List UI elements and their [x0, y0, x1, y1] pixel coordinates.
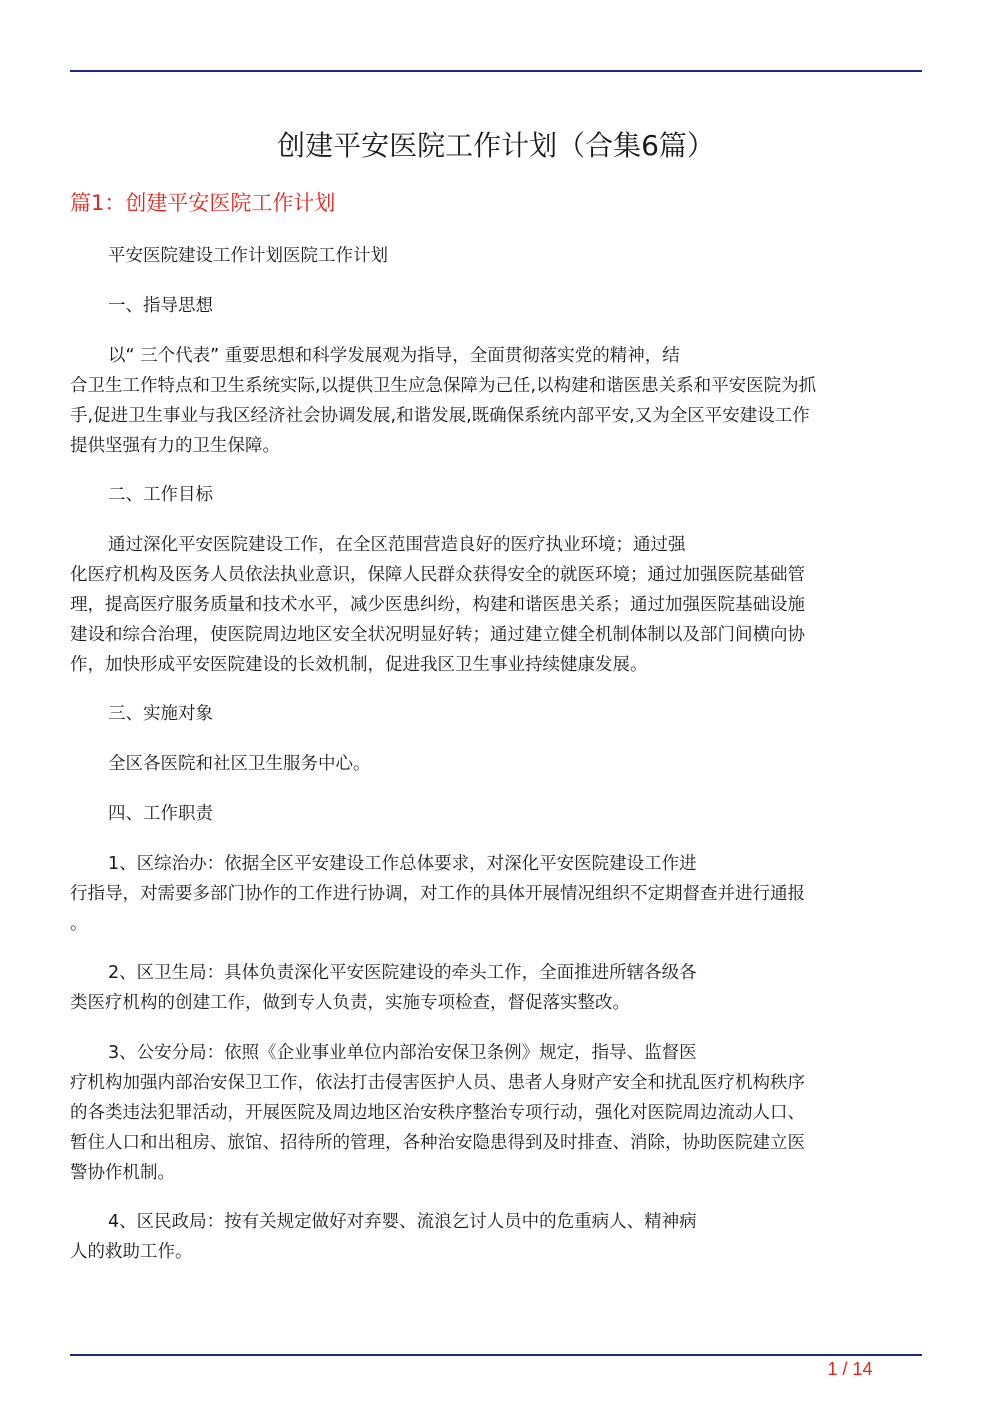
paragraph-line: 3、公安分局：依照《企业事业单位内部治安保卫条例》规定，指导、监督医: [108, 1043, 697, 1063]
paragraph-line: 1、区综治办：依据全区平安建设工作总体要求，对深化平安医院建设工作进: [108, 854, 697, 874]
paragraph-line: 二、工作目标: [108, 485, 213, 505]
paragraph-line: 全区各医院和社区卫生服务中心。: [108, 754, 371, 774]
paragraph-line: 理，提高医疗服务质量和技术水平，减少医患纠纷，构建和谐医患关系；通过加强医院基础设施: [70, 595, 805, 615]
paragraph-line: 2、区卫生局：具体负责深化平安医院建设的牵头工作，全面推进所辖各级各: [108, 963, 697, 983]
paragraph-line: 三、实施对象: [108, 704, 213, 724]
header-rule: [70, 70, 922, 72]
paragraph: [70, 749, 922, 779]
paragraph: [70, 530, 922, 680]
paragraph-heading: [70, 480, 922, 510]
paragraph: [70, 1038, 922, 1188]
paragraph-line: 以“ 三个代表” 重要思想和科学发展观为指导，全面贯彻落实党的精神，结: [108, 346, 680, 366]
paragraph-heading: [70, 291, 922, 321]
paragraph-line: 警协作机制。: [70, 1163, 175, 1183]
paragraph-line: 作，加快形成平安医院建设的长效机制，促进我区卫生事业持续健康发展。: [70, 655, 648, 675]
paragraph: [70, 958, 922, 1018]
paragraph: [70, 849, 922, 939]
paragraph-line: 平安医院建设工作计划医院工作计划: [108, 246, 388, 266]
paragraph-line: 4、区民政局：按有关规定做好对弃婴、流浪乞讨人员中的危重病人、精神病: [108, 1212, 697, 1232]
footer-rule: [70, 1354, 922, 1356]
paragraph-line: 建设和综合治理，使医院周边地区安全状况明显好转；通过建立健全机制体制以及部门间横向协: [70, 625, 805, 645]
page-number: 1 / 14: [827, 1359, 873, 1379]
paragraph-line: 疗机构加强内部治安保卫工作，依法打击侵害医护人员、患者人身财产安全和扰乱医疗机构秩序: [70, 1073, 805, 1093]
paragraph: [70, 1207, 922, 1267]
section-heading: 篇1：创建平安医院工作计划: [70, 191, 336, 215]
paragraph-line: 人的救助工作。: [70, 1242, 193, 1262]
paragraph-line: 。: [70, 914, 88, 934]
paragraph-line: 提供坚强有力的卫生保障。: [70, 436, 280, 456]
paragraph-line: 四、工作职责: [108, 804, 213, 824]
paragraph-line: 类医疗机构的创建工作，做到专人负责，实施专项检查，督促落实整改。: [70, 993, 630, 1013]
paragraph: [70, 341, 922, 461]
paragraph-line: 行指导，对需要多部门协作的工作进行协调，对工作的具体开展情况组织不定期督查并进行通报: [70, 884, 805, 904]
paragraph-line: 一、指导思想: [108, 296, 213, 316]
paragraph-line: 手,促进卫生事业与我区经济社会协调发展,和谐发展,既确保系统内部平安,又为全区平安建设工作: [70, 406, 810, 426]
paragraph-line: 通过深化平安医院建设工作，在全区范围营造良好的医疗执业环境；通过强: [108, 535, 686, 555]
document-title: 创建平安医院工作计划（合集6篇）: [277, 129, 715, 162]
paragraph-line: 化医疗机构及医务人员依法执业意识，保障人民群众获得安全的就医环境；通过加强医院基础管: [70, 565, 805, 585]
paragraph-line: 暂住人口和出租房、旅馆、招待所的管理，各种治安隐患得到及时排查、消除，协助医院建立医: [70, 1133, 805, 1153]
paragraph-heading: [70, 799, 922, 829]
paragraph-line: 合卫生工作特点和卫生系统实际,以提供卫生应急保障为己任,以构建和谐医患关系和平安医院为抓: [70, 376, 817, 396]
paragraph-heading: [70, 699, 922, 729]
paragraph: [70, 241, 922, 271]
paragraph-line: 的各类违法犯罪活动，开展医院及周边地区治安秩序整治专项行动，强化对医院周边流动人口、: [70, 1103, 805, 1123]
